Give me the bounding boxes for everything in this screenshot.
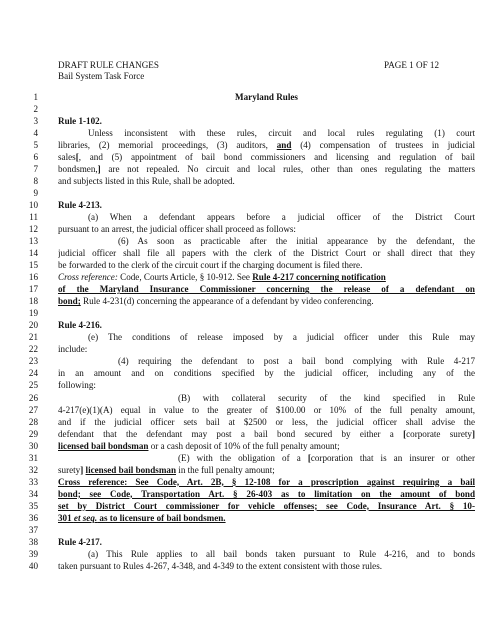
- line-text: [58, 319, 475, 331]
- document-line: [18, 331, 475, 343]
- document-line: [18, 199, 475, 211]
- line-text: [58, 235, 475, 247]
- text-run: (4) requiring the defendant to post a bail bond complying with Rule 4-217: [118, 356, 475, 367]
- document-line: [18, 476, 475, 488]
- document-line: [18, 307, 475, 319]
- line-text: [58, 175, 475, 187]
- document-line: [18, 488, 475, 500]
- document-line: [18, 524, 475, 536]
- text-run: Rule 4-217.: [58, 536, 102, 547]
- line-number: 15: [28, 260, 38, 271]
- line-number: 19: [28, 308, 38, 319]
- document-line: [18, 187, 475, 199]
- text-run: licensed bail bondsman: [85, 464, 177, 475]
- header-page-number: PAGE 1 OF 12: [384, 60, 439, 70]
- line-text: [58, 512, 475, 524]
- document-line: [18, 295, 475, 307]
- text-run: include:: [58, 344, 88, 355]
- line-text: [58, 416, 475, 428]
- document-line: [18, 500, 475, 512]
- text-run: as to licensure of bail bondsmen.: [97, 512, 226, 523]
- document-line: [18, 440, 475, 452]
- line-number: 12: [28, 224, 38, 235]
- text-run: [: [403, 428, 407, 439]
- text-run: taken pursuant to Rules 4-267, 4-348, and 4-349 to the extent consistent with those rules.: [58, 560, 383, 571]
- line-number: 6: [33, 152, 38, 163]
- line-number: 39: [28, 548, 38, 559]
- line-number: 28: [28, 416, 38, 427]
- line-number: 13: [28, 236, 38, 247]
- line-text: [58, 500, 475, 512]
- text-run: Rule 4-213.: [58, 200, 102, 211]
- header-left-title: DRAFT RULE CHANGES: [58, 60, 159, 70]
- text-run: , and (5) appointment of bail bond commissioners and licensing and regulation of bail: [78, 152, 475, 163]
- line-text: [58, 404, 475, 416]
- text-run: (E) with the obligation of a: [178, 452, 308, 463]
- line-text: [58, 440, 475, 452]
- line-text: [58, 392, 475, 404]
- text-run: in the full penalty amount;: [176, 464, 275, 475]
- document-line: [18, 464, 475, 476]
- document-line: [18, 211, 475, 223]
- document-line: [18, 115, 475, 127]
- line-text: [58, 295, 475, 307]
- text-run: (B) with collateral security of the kind specified in Rule: [178, 392, 475, 403]
- line-text: [58, 127, 475, 139]
- text-run: Unless inconsistent with these rules, circuit and local rules regulating (1) court: [88, 128, 475, 139]
- line-text: [58, 151, 475, 163]
- line-number: 7: [33, 164, 38, 175]
- header-subtitle: Bail System Task Force: [58, 71, 145, 81]
- line-text: [58, 139, 475, 151]
- document-line: [18, 548, 475, 560]
- text-run: sales: [58, 152, 76, 163]
- text-run: libraries, (2) memorial proceedings, (3) auditors,: [58, 140, 277, 151]
- line-text: [58, 211, 475, 223]
- line-number: 38: [28, 536, 38, 547]
- line-number: 32: [28, 464, 38, 475]
- text-run: Rule 4-217 concerning notification: [252, 272, 386, 283]
- line-number: 1: [33, 92, 38, 102]
- line-text: [58, 355, 475, 367]
- text-run: following:: [58, 380, 96, 391]
- document-line: [18, 379, 475, 391]
- line-number: 23: [28, 356, 38, 367]
- line-number: 5: [33, 140, 38, 151]
- document-line: [18, 283, 475, 295]
- text-run: licensed bail bondsman: [58, 440, 149, 451]
- text-run: ]: [80, 464, 84, 475]
- text-run: defendant that the defendant may post a bail bond secured by either a: [58, 428, 404, 439]
- text-run: and subjects listed in this Rule, shall be adopted.: [58, 176, 235, 187]
- line-number: 9: [33, 188, 38, 199]
- line-text: [58, 199, 475, 211]
- document-line: [18, 355, 475, 367]
- text-run: et seq.: [73, 512, 98, 523]
- text-run: Cross reference:: [58, 272, 118, 283]
- line-number: 36: [28, 512, 38, 523]
- line-text: [58, 379, 475, 391]
- line-number: 14: [28, 248, 38, 259]
- document-line: [18, 175, 475, 187]
- document-line: [18, 416, 475, 428]
- document-line: [18, 392, 475, 404]
- line-number: 37: [28, 524, 38, 535]
- line-text: [58, 115, 475, 127]
- text-run: and if the judicial officer sets bail at $2500 or less, the judicial officer shall advise the: [58, 416, 475, 427]
- line-number: 25: [28, 380, 38, 391]
- text-run: bondsmen,: [58, 164, 98, 175]
- line-number: 17: [28, 284, 38, 295]
- line-number: 24: [28, 368, 38, 379]
- text-run: surety: [58, 464, 81, 475]
- line-number: 31: [28, 452, 38, 463]
- line-text: [58, 488, 475, 500]
- line-number: 29: [28, 428, 38, 439]
- line-text: [58, 536, 475, 548]
- text-run: (6) As soon as practicable after the initial appearance by the defendant, the: [118, 236, 475, 247]
- text-run: in an amount and on conditions specified by the judicial officer, including any of the: [58, 368, 475, 379]
- text-run: (e) The conditions of release imposed by a judicial officer under this Rule may: [88, 332, 475, 343]
- document-line: [18, 536, 475, 548]
- document-line: [18, 151, 475, 163]
- document-line: [18, 428, 475, 440]
- text-run: Rule 4-216.: [58, 320, 102, 331]
- text-run: (a) This Rule applies to all bail bonds taken pursuant to Rule 4-216, and to bonds: [88, 548, 475, 559]
- line-number: 20: [28, 320, 38, 331]
- line-number: 10: [28, 200, 38, 211]
- line-text: [58, 223, 475, 235]
- line-number: 33: [28, 476, 38, 487]
- document-line: [18, 560, 475, 572]
- line-number: 22: [28, 344, 38, 355]
- text-run: Rule 4-231(d) concerning the appearance of a defendant by video conferencing.: [80, 296, 374, 307]
- text-run: 4-217(e)(1)(A) equal in value to the greater of $100.00 or 10% of the full penalty amount,: [58, 404, 475, 415]
- document-line: [18, 271, 475, 283]
- line-number: 16: [28, 272, 38, 283]
- text-run: ]: [97, 164, 101, 175]
- line-text: [58, 428, 475, 440]
- text-run: ]: [471, 428, 475, 439]
- line-text: [58, 560, 475, 572]
- line-text: [58, 367, 475, 379]
- text-run: corporate surety: [406, 428, 472, 439]
- text-run: are not repealed. No circuit and local rules, other than ones regulating the matters: [100, 164, 475, 175]
- document-line: [18, 343, 475, 355]
- document-line: [18, 139, 475, 151]
- text-run: corporation that is an insurer or other: [310, 452, 475, 463]
- text-run: be forwarded to the clerk of the circuit court if the charging document is filed there.: [58, 260, 363, 271]
- document-line: [18, 512, 475, 524]
- line-number: 3: [33, 116, 38, 127]
- document-line: [18, 91, 475, 103]
- document-line: [18, 103, 475, 115]
- line-number: 11: [29, 212, 38, 223]
- text-run: Cross reference: See Code, Art. 2B, § 12-108 for a proscription against requiring a bail: [58, 476, 475, 487]
- line-text: [58, 283, 475, 295]
- document-line: [18, 259, 475, 271]
- document-line: [18, 247, 475, 259]
- line-number: 2: [33, 104, 38, 115]
- line-text: [58, 247, 475, 259]
- line-text: [58, 343, 475, 355]
- text-run: pursuant to an arrest, the judicial officer shall proceed as follows:: [58, 224, 296, 235]
- document-line: [18, 367, 475, 379]
- line-text: [58, 91, 475, 103]
- text-run: and: [276, 140, 292, 151]
- document-line: [18, 235, 475, 247]
- text-run: 301: [58, 512, 74, 523]
- document-line: [18, 163, 475, 175]
- line-number: 40: [28, 560, 38, 571]
- document-line: [18, 127, 475, 139]
- line-number: 4: [33, 128, 38, 139]
- line-text: [58, 331, 475, 343]
- text-run: [: [75, 152, 79, 163]
- text-run: of the Maryland Insurance Commissioner concerning the release of a defendant on: [58, 284, 475, 295]
- line-number: 34: [28, 488, 38, 499]
- text-run: bond; see Code, Transportation Art. § 26-403 as to limitation on the amount of bond: [58, 488, 475, 499]
- line-number: 8: [33, 176, 38, 187]
- text-run: (4) compensation of trustees in judicial: [291, 140, 475, 151]
- line-text: [58, 259, 475, 271]
- line-number: 35: [28, 500, 38, 511]
- text-run: judicial officer shall file all papers with the clerk of the District Court or shall direct that they: [58, 248, 475, 259]
- line-text: [58, 464, 475, 476]
- text-run: set by District Court commissioner for vehicle offenses; see Code, Insurance Art. § 10-: [58, 500, 475, 511]
- line-text: [58, 452, 475, 464]
- document-line: [18, 319, 475, 331]
- text-run: [: [307, 452, 311, 463]
- document-line: [18, 223, 475, 235]
- line-text: [58, 548, 475, 560]
- text-run: or a cash deposit of 10% of the full penalty amount;: [148, 440, 340, 451]
- text-run: Maryland Rules: [235, 92, 298, 102]
- document-line: [18, 404, 475, 416]
- text-run: Rule 1-102.: [58, 116, 102, 127]
- line-number: 21: [28, 332, 38, 343]
- line-text: [58, 271, 475, 283]
- text-run: bond;: [58, 296, 81, 307]
- line-number: 30: [28, 440, 38, 451]
- line-number: 27: [28, 404, 38, 415]
- line-text: [58, 476, 475, 488]
- document-line: [18, 452, 475, 464]
- text-run: Code, Courts Article, § 10-912. See: [117, 272, 253, 283]
- line-number: 26: [28, 392, 38, 403]
- line-text: [58, 163, 475, 175]
- line-number: 18: [28, 296, 38, 307]
- text-run: (a) When a defendant appears before a judicial officer of the District Court: [88, 212, 475, 223]
